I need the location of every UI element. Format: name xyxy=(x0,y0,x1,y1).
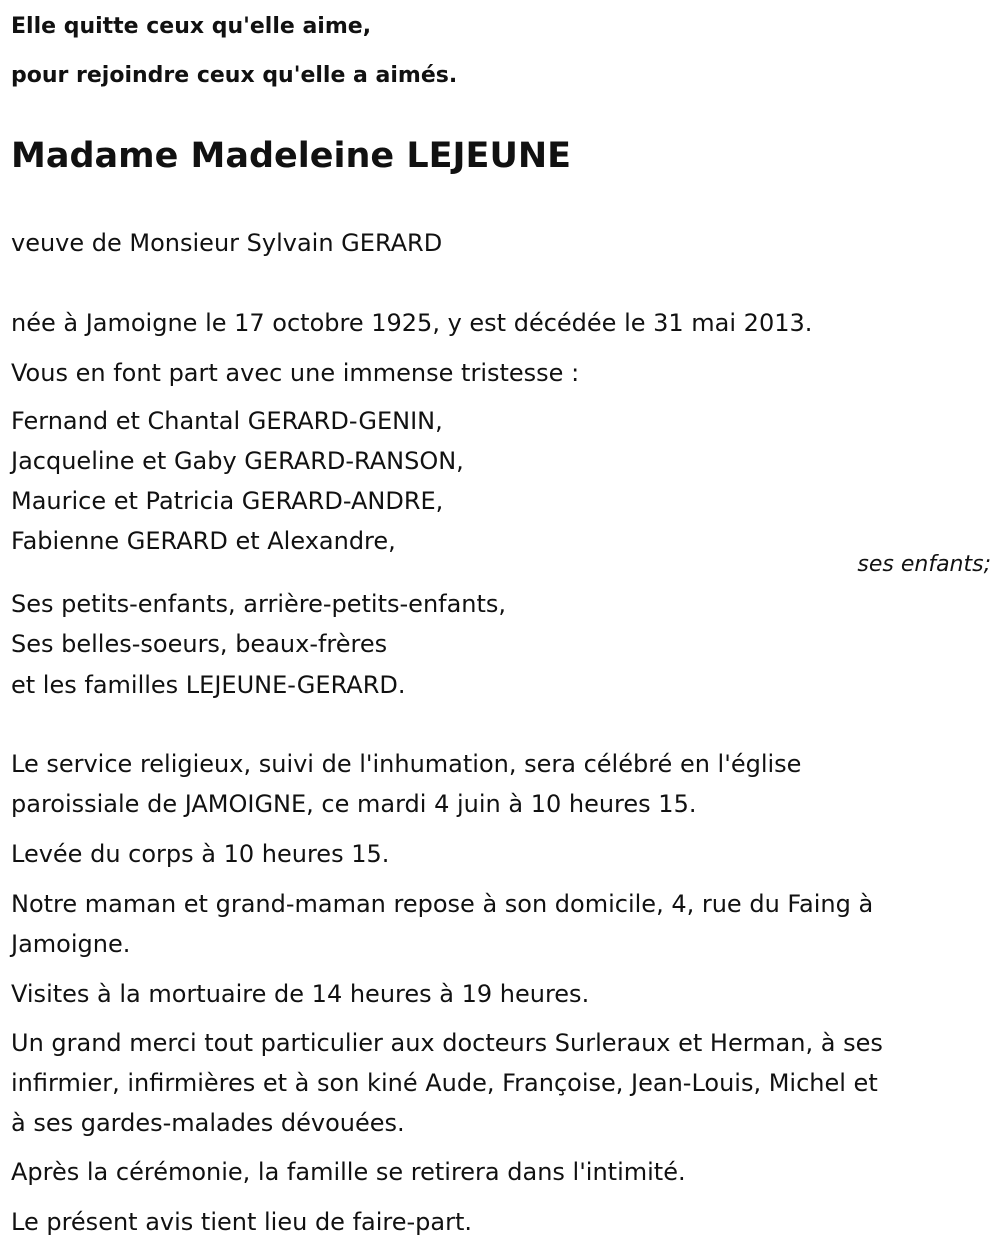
widow-of: veuve de Monsieur Sylvain GERARD xyxy=(11,229,443,257)
service-line-2: paroissiale de JAMOIGNE, ce mardi 4 juin à 10 heures 15. xyxy=(11,790,697,818)
child-entry-4: Fabienne GERARD et Alexandre, xyxy=(11,527,396,555)
epigraph-line-1: Elle quitte ceux qu'elle aime, xyxy=(11,14,372,39)
deceased-name: Madame Madeleine LEJEUNE xyxy=(11,136,572,176)
visits-line: Visites à la mortuaire de 14 heures à 19 heures. xyxy=(11,980,590,1008)
notice-line: Le présent avis tient lieu de faire-part. xyxy=(11,1208,473,1236)
thanks-line-1: Un grand merci tout particulier aux docteurs Surleraux et Herman, à ses xyxy=(11,1029,883,1057)
thanks-line-2: infirmier, infirmières et à son kiné Aude, Françoise, Jean-Louis, Michel et xyxy=(11,1069,878,1097)
relatives-line-3: et les familles LEJEUNE-GERARD. xyxy=(11,671,406,699)
relatives-line-1: Ses petits-enfants, arrière-petits-enfants, xyxy=(11,590,507,618)
child-entry-3: Maurice et Patricia GERARD-ANDRE, xyxy=(11,487,444,515)
repose-line-1: Notre maman et grand-maman repose à son domicile, 4, rue du Faing à xyxy=(11,890,874,918)
announcement-intro: Vous en font part avec une immense tristesse : xyxy=(11,359,580,387)
repose-line-2: Jamoigne. xyxy=(11,930,131,958)
epigraph-line-2: pour rejoindre ceux qu'elle a aimés. xyxy=(11,63,458,88)
thanks-line-3: à ses gardes-malades dévouées. xyxy=(11,1109,405,1137)
birth-death-line: née à Jamoigne le 17 octobre 1925, y est décédée le 31 mai 2013. xyxy=(11,309,813,337)
relatives-line-2: Ses belles-soeurs, beaux-frères xyxy=(11,630,388,658)
children-label: ses enfants; xyxy=(857,552,991,577)
child-entry-2: Jacqueline et Gaby GERARD-RANSON, xyxy=(11,447,464,475)
levee-du-corps: Levée du corps à 10 heures 15. xyxy=(11,840,390,868)
child-entry-1: Fernand et Chantal GERARD-GENIN, xyxy=(11,407,443,435)
after-ceremony-line: Après la cérémonie, la famille se retirera dans l'intimité. xyxy=(11,1158,686,1186)
service-line-1: Le service religieux, suivi de l'inhumation, sera célébré en l'église xyxy=(11,750,802,778)
